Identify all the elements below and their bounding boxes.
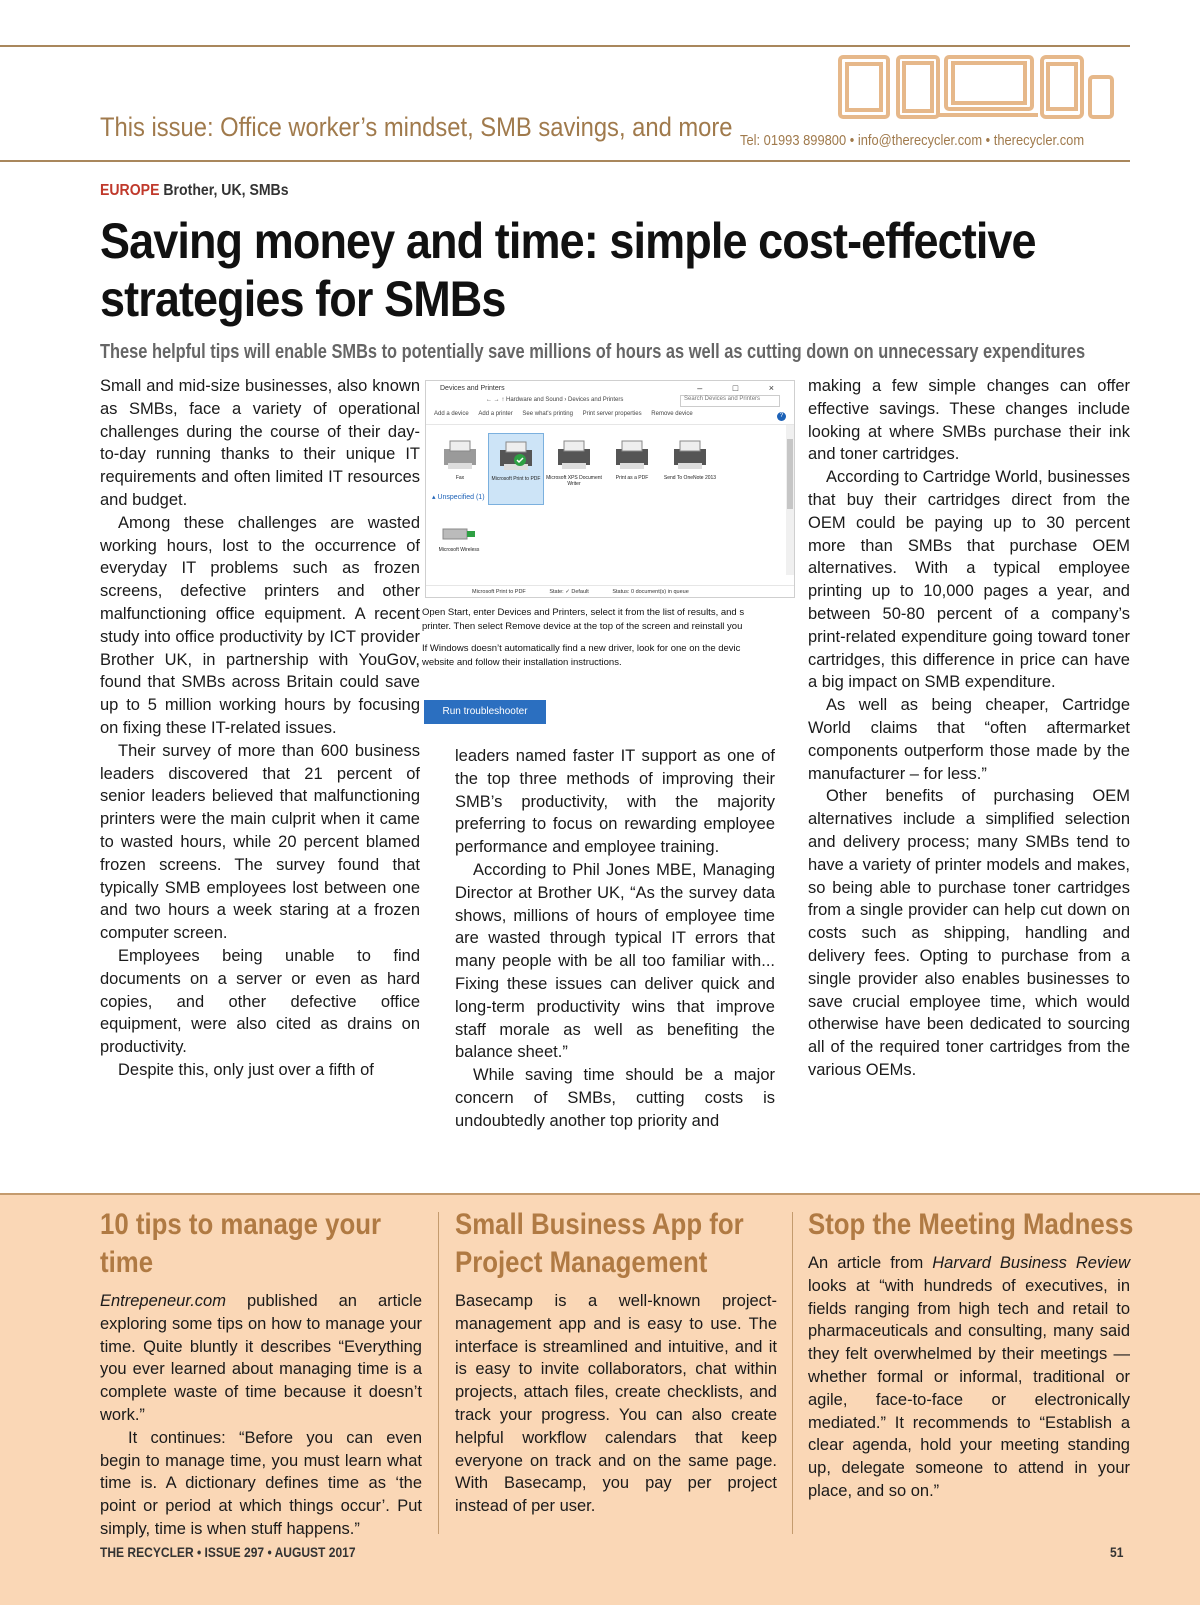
printer-tile [604,433,660,505]
instruction-line: If Windows doesn’t automatically find a new driver, look for one on the devic [422,643,741,654]
paragraph: While saving time should be a major concern of SMBs, cutting costs is undoubtedly another top priority and [455,1066,775,1130]
article-column-2 [455,745,775,1133]
paragraph: Small and mid-size businesses, also known as SMBs, face a variety of operational challenges during the course of their day-to-day running thanks to their unique IT requirements and often limited IT resources and budget. [100,377,420,509]
article-standfirst: These helpful tips will enable SMBs to potentially save millions of hours as well as cutting down on unnecessary expenditures [100,341,1086,363]
paragraph-lead: An article from [808,1254,933,1272]
paragraph-text: looks at “with hundreds of executives, in fields ranging from high tech and retail to pharmaceuticals and consulting, many said they felt overwhelmed by their meetings —whether formal or informal, traditional or agile, face-to-face or electronically mediated.” It recommends to “Establish a clear agenda, hold your meeting standing up, delegate someone to attend in your place, and so on.” [808,1276,1130,1500]
box-title: 10 tips to manage your time [100,1208,382,1279]
toolbar-item: Add a printer [478,411,513,417]
paragraph: making a few simple changes can offer effective savings. These changes include looking at where SMBs purchase their ink and toner cartridges. [808,377,1130,464]
instruction-line: website and follow their installation instructions. [422,657,622,668]
usb-device-label: Microsoft Wireless [438,547,480,553]
toolbar-item: Add a device [434,411,469,417]
column-divider [792,1212,793,1534]
paragraph: Their survey of more than 600 business leaders discovered that 21 percent of senior leaders believed that malfunctioning printers were the main culprit when it came to wasted hours, while 20 percent blamed frozen screens. The survey found that typically SMB employees lost between one and two hours a week staring at a frozen computer screen. [100,741,420,943]
header-rule-top [0,45,1130,47]
printer-label: Fax [455,475,465,481]
search-box: Search Devices and Printers [680,395,780,407]
column-divider [438,1212,439,1534]
printer-label: Print as a PDF [615,475,649,481]
troubleshoot-instructions [422,606,818,678]
paragraph: As well as being cheaper, Cartridge World claims that “often aftermarket components outperform those made by the manufacturer – for less.” [808,696,1130,783]
topics-label: Brother, UK, SMBs [163,182,289,199]
scrollbar-thumb [787,439,793,509]
status-device: Microsoft Print to PDF [472,589,526,595]
help-icon: ? [777,412,786,421]
source-name: Entrepeneur.com [100,1292,226,1310]
paragraph: Among these challenges are wasted working hours, lost to the occurrence of everyday IT problems such as frozen screens, defective printers and other malfunctioning office equipment. A recent study into office productivity by ICT provider Brother UK, in partnership with YouGov, found that SMBs across Britain could save up to 5 million working hours by focusing on fixing these IT-related issues. [100,513,420,737]
paragraph: Despite this, only just over a fifth of [118,1060,374,1079]
address-bar: ← → ↑ Hardware and Sound › Devices and Printers [486,397,624,403]
article-headline: Saving money and time: simple cost-effective strategies for SMBs [100,213,1036,327]
printer-label: Microsoft Print to PDF [491,476,541,482]
article-column-1 [100,375,420,1082]
unspecified-group: ▴ Unspecified (1) [432,494,485,501]
printer-label: Microsoft XPS Document Writer [546,475,602,487]
tips-box-basecamp [455,1206,777,1518]
tips-box-meetings [808,1206,1134,1503]
article-kicker [100,182,289,200]
article-column-3 [808,375,1130,1082]
paragraph: leaders named faster IT support as one of the top three methods of improving their SMB’s productivity, with the majority preferring to focus on rewarding employee performance and employee training. [455,747,775,857]
instruction-line: printer. Then select Remove device at the top of the screen and reinstall you [422,621,743,632]
usb-drive-icon [441,521,477,545]
printer-icon [554,437,594,473]
window-status-bar [426,585,794,597]
window-toolbar [426,411,794,425]
toolbar-item: Print server properties [582,411,642,417]
paragraph: It continues: “Before you can even begin to manage time, you must learn what time is. A dictionary defines time as ‘the point or period at which things occur’. Put simply, time is when stuff happens.” [100,1428,422,1538]
paragraph: Basecamp is a well-known project-management app and is easy to use. The interface is streamlined and intuitive, and it is easy to invite collaborators, chat within projects, attach files, create checklists, and track your progress. You can also create helpful workflow calendars that keep everyone on track and on the same page. With Basecamp, you pay per project instead of per user. [455,1292,777,1516]
devices-printers-screenshot [422,378,818,730]
page-number: 51 [1110,1544,1124,1560]
paragraph: Other benefits of purchasing OEM alternatives include a simplified selection and delivery process; many SMBs tend to have a variety of printer models and makes, so being able to purchase toner cartridges from a single provider can help cut down on costs such as shipping, handling and delivery fees. Opting to purchase from a single provider also enables businesses to save crucial employee time, which would otherwise have been dedicated to sourcing all of the required toner cartridges from the various OEMs. [808,787,1130,1079]
box-title: Small Business App for Project Management [455,1208,744,1279]
source-name: Harvard Business Review [932,1254,1130,1272]
paragraph [100,1290,422,1427]
printer-icon [496,438,536,474]
window-title: Devices and Printers [440,385,505,392]
paragraph [808,1252,1130,1503]
paragraph: Employees being unable to find documents on a server or even as hard copies, and other defective office equipment, were also cited as drains on productivity. [100,946,420,1057]
printer-icon [612,437,652,473]
issue-summary: This issue: Office worker’s mindset, SMB savings, and more [100,112,733,142]
printer-icon [670,437,710,473]
header-rule-bottom [0,160,1130,162]
usb-device-tile [436,521,482,553]
contact-details: Tel: 01993 899800 • info@therecycler.com • therecycler.com [740,132,1085,149]
toolbar-item: See what's printing [522,411,573,417]
toolbar-item: Remove device [651,411,693,417]
printer-tile [546,433,602,505]
printer-label: Send To OneNote 2013 [663,475,717,481]
paragraph-text: published an article exploring some tips on how to manage your time. Quite bluntly it describes “Everything you ever learned about managing time is a complete waste of time because it doesn’t work.” [100,1292,422,1424]
printer-tile [488,433,544,505]
window-controls: – □ × [697,383,788,393]
region-label: EUROPE [100,182,160,199]
devices-window [425,380,795,598]
paragraph: According to Phil Jones MBE, Managing Director at Brother UK, “As the survey data shows, millions of hours of employee time are wasted through typical IT errors that many people with be all too familiar with... Fixing these issues can deliver quick and long-term productivity wins that improve staff morale as well as benefiting the balance sheet.” [455,860,775,1062]
paragraph: According to Cartridge World, businesses that buy their cartridges direct from the OEM could be paying up to 30 percent more than SMBs that purchase OEM alternatives. With a typical employee printing up to 10,000 pages a year, and between 50-80 percent of a company’s print-related expenditure going toward toner cartridges, this difference in price can have a big impact on SMB expenditure. [808,468,1130,692]
status-state: State: ✓ Default [549,589,589,595]
tips-box-time [100,1206,422,1541]
run-troubleshooter-button: Run troubleshooter [424,700,546,724]
printer-icon [440,437,480,473]
footer-publication: THE RECYCLER • ISSUE 297 • AUGUST 2017 [100,1544,356,1560]
devices-illustration-icon [838,55,1118,120]
printer-tile [662,433,718,505]
status-queue: Status: 0 document(s) in queue [612,589,689,595]
instruction-line: Open Start, enter Devices and Printers, select it from the list of results, and s [422,607,745,618]
box-title: Stop the Meeting Madness [808,1208,1134,1241]
